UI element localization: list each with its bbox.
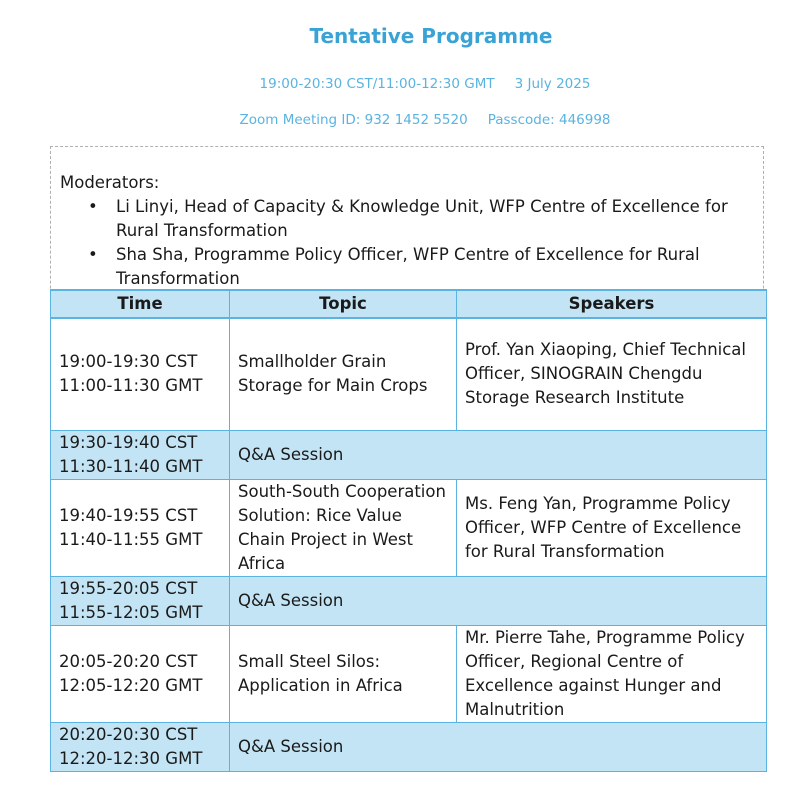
time-cell — [51, 576, 230, 625]
header-time: Time — [51, 290, 230, 318]
time-cst: 20:05-20:20 CST — [59, 651, 198, 671]
time-cell — [51, 479, 230, 576]
moderators-section — [60, 171, 750, 291]
time-gmt: 11:40-11:55 GMT — [59, 529, 203, 549]
time-date-line — [0, 76, 812, 92]
qa-session-cell: Q&A Session — [230, 722, 767, 771]
time-gmt: 12:05-12:20 GMT — [59, 675, 203, 695]
programme-table — [50, 289, 767, 772]
table-row — [51, 625, 767, 722]
moderator-item — [88, 243, 750, 291]
speakers-cell: Prof. Yan Xiaoping, Chief Technical Officer, SINOGRAIN Chengdu Storage Research Institute — [457, 318, 767, 430]
time-cell — [51, 722, 230, 771]
event-date: 3 July 2025 — [514, 76, 591, 92]
table-row — [51, 722, 767, 771]
qa-session-cell: Q&A Session — [230, 430, 767, 479]
page-title: Tentative Programme — [309, 24, 553, 48]
time-range: 19:00-20:30 CST/11:00-12:30 GMT — [259, 76, 495, 92]
time-cst: 19:55-20:05 CST — [59, 578, 198, 598]
time-gmt: 12:20-12:30 GMT — [59, 748, 203, 768]
bullet-icon: • — [88, 245, 98, 264]
time-gmt: 11:00-11:30 GMT — [59, 376, 203, 396]
time-cst: 20:20-20:30 CST — [59, 724, 198, 744]
header-speakers: Speakers — [457, 290, 767, 318]
table-row — [51, 479, 767, 576]
table-row — [51, 430, 767, 479]
zoom-details-line — [0, 112, 812, 128]
moderators-list — [60, 195, 750, 291]
qa-session-cell: Q&A Session — [230, 576, 767, 625]
time-gmt: 11:30-11:40 GMT — [59, 456, 203, 476]
table-row — [51, 318, 767, 430]
moderator-text: Li Linyi, Head of Capacity & Knowledge Unit, WFP Centre of Excellence for Rural Transformation — [116, 197, 728, 240]
header-topic: Topic — [230, 290, 457, 318]
moderator-item — [88, 195, 750, 243]
time-cell — [51, 318, 230, 430]
speakers-cell: Mr. Pierre Tahe, Programme Policy Officer, Regional Centre of Excellence against Hunger and Malnutrition — [457, 625, 767, 722]
time-cst: 19:30-19:40 CST — [59, 432, 198, 452]
table-row — [51, 576, 767, 625]
bullet-icon: • — [88, 197, 98, 216]
time-cell — [51, 625, 230, 722]
zoom-meeting-id: Zoom Meeting ID: 932 1452 5520 — [239, 112, 468, 128]
moderators-label: Moderators: — [60, 173, 160, 192]
topic-cell: Small Steel Silos: Application in Africa — [230, 625, 457, 722]
speakers-cell: Ms. Feng Yan, Programme Policy Officer, WFP Centre of Excellence for Rural Transformation — [457, 479, 767, 576]
time-cst: 19:00-19:30 CST — [59, 352, 198, 372]
time-cell — [51, 430, 230, 479]
time-gmt: 11:55-12:05 GMT — [59, 602, 203, 622]
topic-cell: Smallholder Grain Storage for Main Crops — [230, 318, 457, 430]
table-header-row — [51, 290, 767, 318]
zoom-passcode: Passcode: 446998 — [487, 112, 611, 128]
time-cst: 19:40-19:55 CST — [59, 505, 198, 525]
topic-cell: South-South Cooperation Solution: Rice Value Chain Project in West Africa — [230, 479, 457, 576]
moderator-text: Sha Sha, Programme Policy Officer, WFP Centre of Excellence for Rural Transformation — [116, 245, 700, 288]
